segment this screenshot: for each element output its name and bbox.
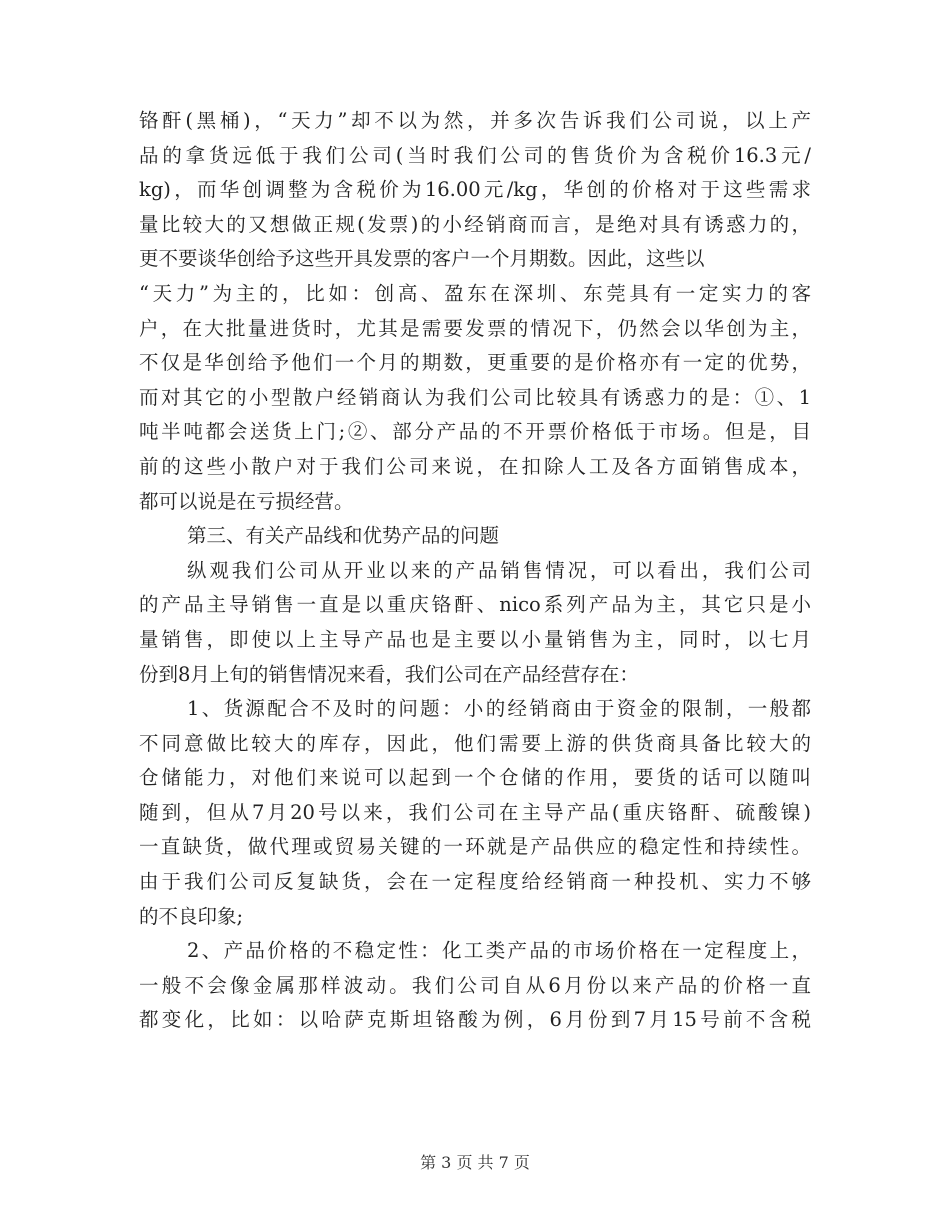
text-line: 铬酐(黑桶)，“天力”却不以为然，并多次告诉我们公司说，以上产 — [139, 109, 811, 132]
section-heading: 第三、有关产品线和优势产品的问题 — [187, 524, 500, 548]
text-line: 不仅是华创给予他们一个月的期数，更重要的是价格亦有一定的优势， — [139, 351, 811, 375]
text-line: 由于我们公司反复缺货，会在一定程度给经销商一种投机、实力不够 — [139, 870, 811, 894]
text-line: 户，在大批量进货时，尤其是需要发票的情况下，仍然会以华创为主， — [139, 316, 811, 340]
text-line: “天力”为主的，比如：创高、盈东在深圳、东莞具有一定实力的客 — [139, 281, 811, 305]
text-line: 前的这些小散户对于我们公司来说，在扣除人工及各方面销售成本， — [139, 454, 811, 478]
text-line: 的不良印象; — [139, 904, 244, 928]
document-body — [139, 104, 811, 1038]
text-line: 量比较大的又想做正规(发票)的小经销商而言，是绝对具有诱惑力的， — [139, 212, 811, 236]
text-line: 都变化，比如：以哈萨克斯坦铬酸为例，6月份到7月15号前不含税 — [139, 1008, 811, 1032]
text-line: 2、产品价格的不稳定性：化工类产品的市场价格在一定程度上， — [187, 939, 811, 963]
text-line: 的产品主导销售一直是以重庆铬酐、nico系列产品为主，其它只是小 — [139, 593, 811, 617]
text-line: 不同意做比较大的库存，因此，他们需要上游的供货商具备比较大的 — [139, 731, 811, 755]
text-line: 仓储能力，对他们来说可以起到一个仓储的作用，要货的话可以随叫 — [139, 766, 811, 790]
text-line: 都可以说是在亏损经营。 — [139, 489, 354, 513]
text-line: 一直缺货，做代理或贸易关键的一环就是产品供应的稳定性和持续性。 — [139, 835, 811, 859]
page-number: 第 3 页 共 7 页 — [420, 1153, 530, 1172]
text-line: 随到，但从7月20号以来，我们公司在主导产品(重庆铬酐、硫酸镍) — [139, 800, 811, 824]
text-line: 量销售，即使以上主导产品也是主要以小量销售为主，同时，以七月 — [139, 627, 811, 651]
text-line: 而对其它的小型散户经销商认为我们公司比较具有诱惑力的是：①、1 — [139, 385, 811, 409]
text-line: 吨半吨都会送货上门;②、部分产品的不开票价格低于市场。但是，目 — [139, 420, 811, 444]
text-line: 更不要谈华创给予这些开具发票的客户一个月期数。因此，这些以 — [139, 247, 705, 271]
text-line: 纵观我们公司从开业以来的产品销售情况，可以看出，我们公司 — [187, 558, 811, 582]
text-line: 1、货源配合不及时的问题：小的经销商由于资金的限制，一般都 — [187, 697, 811, 721]
text-line: 品的拿货远低于我们公司(当时我们公司的售货价为含税价16.3元/ — [139, 143, 811, 167]
text-line: kg)，而华创调整为含税价为16.00元/kg，华创的价格对于这些需求 — [139, 178, 811, 202]
text-line: 一般不会像金属那样波动。我们公司自从6月份以来产品的价格一直 — [139, 973, 811, 997]
text-line: 份到8月上旬的销售情况来看，我们公司在产品经营存在： — [139, 662, 639, 686]
